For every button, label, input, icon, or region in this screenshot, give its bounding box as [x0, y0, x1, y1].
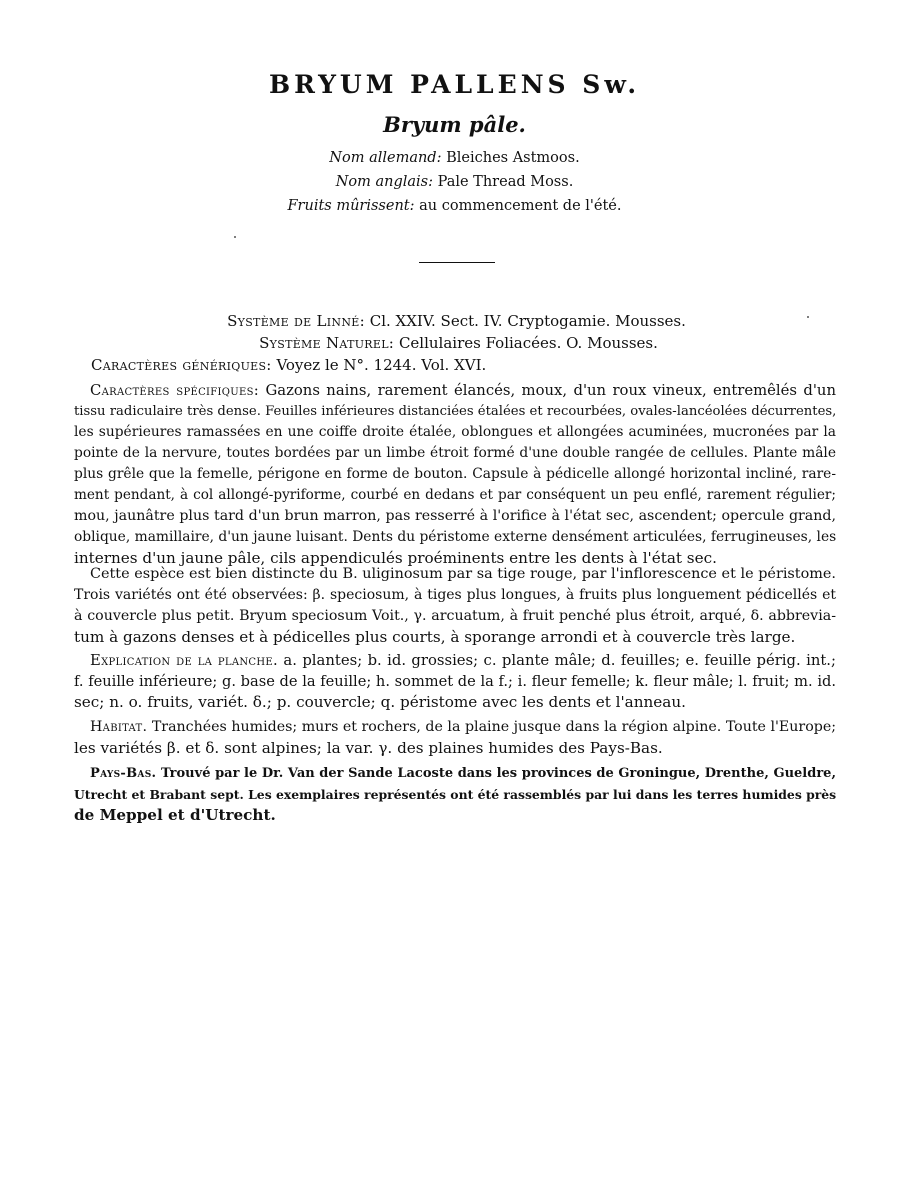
linne-system-label: Système de Linné: — [227, 312, 365, 330]
german-name-line — [0, 150, 909, 166]
linne-system-value: Cl. XXIV. Sect. IV. Cryptogamie. Mousses. — [369, 312, 686, 330]
natural-system-label: Système Naturel: — [259, 334, 395, 352]
text-line: les supérieures ramassées en une coiffe droite étalée, oblongues et allongées acuminées, mucronées par la — [74, 424, 836, 440]
paper-speck — [234, 236, 236, 238]
text-line: f. feuille inférieure; g. base de la feuille; h. sommet de la f.; i. fleur femelle; k. fleur mâle; l. fruit; m. id. — [74, 673, 836, 690]
plate-explanation-paragraph — [74, 650, 836, 713]
text-line-content: Trouvé par le Dr. Van der Sande Lacoste dans les provinces de Groningue, Drenthe, Gueldre, — [160, 766, 836, 781]
text-line: pointe de la nervure, toutes bordées par un limbe étroit formé d'une double rangée de cellules. Plante mâle — [74, 445, 836, 461]
specific-characters-label: Caractères spécifiques: — [90, 382, 260, 399]
text-line: sec; n. o. fruits, variét. δ.; p. couvercle; q. péristome avec les dents et l'anneau. — [74, 693, 686, 711]
text-line: Trois variétés ont été observées: β. speciosum, à tiges plus longues, à fruits plus longuement pédicellés et — [74, 587, 836, 603]
text-line: tum à gazons denses et à pédicelles plus courts, à sporange arrondi et à couvercle très large. — [74, 628, 796, 646]
text-line: à couvercle plus petit. Bryum speciosum Voit., γ. arcuatum, à fruit penché plus étroit, arqué, δ. abbrevia- — [74, 608, 836, 624]
english-name-label: Nom anglais: — [335, 174, 433, 190]
generic-characters-value: Voyez le N°. 1244. Vol. XVI. — [276, 356, 487, 374]
linne-system-line — [2, 312, 909, 330]
header-divider — [419, 262, 495, 263]
habitat-paragraph — [74, 717, 836, 759]
text-line — [74, 763, 836, 784]
text-line-content: a. plantes; b. id. grossies; c. plante mâle; d. feuilles; e. feuille périg. int.; — [283, 652, 836, 669]
text-line: tissu radiculaire très dense. Feuilles inférieures distanciées étalées et recourbées, ovales-lancéolées décurrentes, — [74, 404, 837, 419]
text-line: Cette espèce est bien distincte du B. uliginosum par sa tige rouge, par l'inflorescence et le péristome. — [90, 566, 836, 582]
text-line-content: Gazons nains, rarement élancés, moux, d'un roux vineux, entremêlés d'un — [265, 382, 836, 399]
generic-characters-label: Caractères génériques: — [91, 356, 272, 374]
specific-characters-paragraph — [74, 380, 836, 569]
page-subtitle: Bryum pâle. — [383, 112, 526, 137]
english-name-line — [0, 174, 909, 190]
text-line: plus grêle que la femelle, périgone en forme de bouton. Capsule à pédicelle allongé horizontal incliné, rare- — [74, 466, 836, 482]
habitat-label: Habitat. — [90, 719, 148, 735]
text-line: oblique, mamillaire, d'un jaune luisant. Dents du péristome externe densément articulées, ferrugineuses, les — [74, 529, 837, 545]
text-line — [74, 380, 836, 401]
netherlands-label: Pays-Bas. — [90, 766, 157, 781]
text-line: de Meppel et d'Utrecht. — [74, 806, 276, 824]
text-line: ment pendant, à col allongé-pyriforme, courbé en dedans et par conséquent un peu enflé, rarement régulier; — [74, 487, 836, 503]
text-line: internes d'un jaune pâle, cils appendiculés proéminents entre les dents à l'état sec. — [74, 549, 717, 567]
natural-system-line — [4, 334, 909, 352]
fruit-season-value: au commencement de l'été. — [419, 198, 622, 214]
netherlands-paragraph — [74, 763, 836, 826]
text-line — [74, 717, 836, 738]
text-line — [74, 650, 836, 671]
german-name-value: Bleiches Astmoos. — [446, 150, 580, 166]
german-name-label: Nom allemand: — [329, 150, 442, 166]
species-distinction-paragraph — [74, 564, 836, 648]
plate-explanation-label: Explication de la planche. — [90, 652, 279, 669]
text-line: mou, jaunâtre plus tard d'un brun marron, pas resserré à l'orifice à l'état sec, ascendent; opercule grand, — [74, 508, 836, 524]
fruit-season-line — [0, 198, 909, 214]
page-title: BRYUM PALLENS Sw. — [268, 70, 641, 99]
text-line: Utrecht et Brabant sept. Les exemplaires représentés ont été rassemblés par lui dans les terres humides près — [74, 787, 837, 802]
natural-system-value: Cellulaires Foliacées. O. Mousses. — [398, 334, 658, 352]
generic-characters-line — [91, 356, 486, 374]
text-line: les variétés β. et δ. sont alpines; la var. γ. des plaines humides des Pays-Bas. — [74, 739, 663, 757]
paper-speck — [807, 316, 809, 318]
fruit-season-label: Fruits mûrissent: — [287, 198, 415, 214]
english-name-value: Pale Thread Moss. — [437, 174, 574, 190]
text-line-content: Tranchées humides; murs et rochers, de la plaine jusque dans la région alpine. Toute l'Europe; — [151, 719, 836, 735]
